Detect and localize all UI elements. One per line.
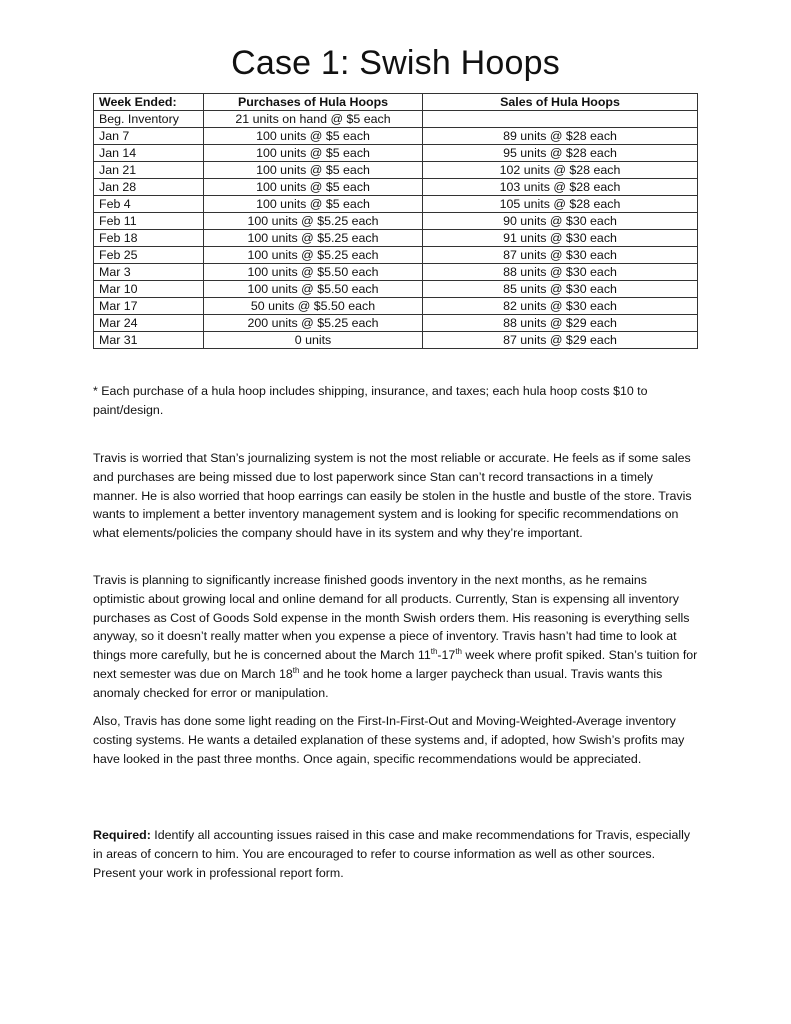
paragraph-inventory-expensing	[93, 571, 699, 703]
text-span: Travis is planning to significantly increase finished goods inventory in the next months, as he remains optimistic about growing local and online demand for all products. Currently, Stan is expensing all inventory purchases as Cost of Goods Sold expense in the month Swish orders them. His reasoning is everything sells anyway, so it doesn’t really matter when you expense a piece of inventory. Travis hasn’t had time to look at things more carefully, but he is concerned about the March 11	[93, 573, 690, 663]
inventory-table	[93, 93, 698, 349]
sales-cell: 102 units @ $28 each	[423, 162, 698, 179]
week-cell: Mar 24	[94, 315, 204, 332]
sales-cell: 85 units @ $30 each	[423, 281, 698, 298]
sales-cell: 89 units @ $28 each	[423, 128, 698, 145]
week-cell: Feb 11	[94, 213, 204, 230]
purchases-cell: 100 units @ $5 each	[204, 145, 423, 162]
sales-cell: 87 units @ $29 each	[423, 332, 698, 349]
week-cell: Mar 31	[94, 332, 204, 349]
purchases-cell: 100 units @ $5.50 each	[204, 264, 423, 281]
week-cell: Jan 21	[94, 162, 204, 179]
superscript: th	[292, 665, 300, 675]
text-span: week where profit spiked. Stan’s tuition for next semester was due on March 18	[93, 648, 698, 681]
purchases-cell: 100 units @ $5 each	[204, 196, 423, 213]
purchases-cell: 0 units	[204, 332, 423, 349]
purchases-cell: 100 units @ $5 each	[204, 179, 423, 196]
purchases-cell: 100 units @ $5.25 each	[204, 230, 423, 247]
sales-cell: 88 units @ $29 each	[423, 315, 698, 332]
header-sales: Sales of Hula Hoops	[423, 94, 698, 111]
week-cell: Mar 17	[94, 298, 204, 315]
header-week: Week Ended:	[94, 94, 204, 111]
week-cell: Mar 10	[94, 281, 204, 298]
page-title: Case 1: Swish Hoops	[231, 44, 560, 82]
week-cell: Beg. Inventory	[94, 111, 204, 128]
text-span: and he took home a larger paycheck than usual. Travis wants this anomaly checked for error or manipulation.	[93, 666, 663, 700]
table-row	[94, 111, 698, 128]
purchases-cell: 50 units @ $5.50 each	[204, 298, 423, 315]
table-row	[94, 145, 698, 162]
sales-cell	[423, 111, 698, 128]
required-label: Required:	[93, 828, 151, 842]
sales-cell: 103 units @ $28 each	[423, 179, 698, 196]
purchases-cell: 100 units @ $5 each	[204, 162, 423, 179]
table-row	[94, 332, 698, 349]
table-row	[94, 281, 698, 298]
footnote	[93, 382, 699, 420]
table-header-row	[94, 94, 698, 111]
sales-cell: 91 units @ $30 each	[423, 230, 698, 247]
paragraph-text: Travis is worried that Stan’s journalizing system is not the most reliable or accurate. He feels as if some sales and purchases are being missed due to lost paperwork since Stan can’t record transactions in a timely manner. He is also worried that hoop earrings can easily be stolen in the hustle and bustle of the store. Travis wants to implement a better inventory management system and is looking for specific recommendations on what elements/policies the company should have in its system and why they’re important.	[93, 451, 692, 541]
footnote-text: * Each purchase of a hula hoop includes shipping, insurance, and taxes; each hula hoop costs $10 to paint/design.	[93, 384, 648, 417]
paragraph-text	[93, 826, 699, 882]
week-cell: Jan 28	[94, 179, 204, 196]
table-row	[94, 179, 698, 196]
purchases-cell: 100 units @ $5.25 each	[204, 247, 423, 264]
purchases-cell: 200 units @ $5.25 each	[204, 315, 423, 332]
table-row	[94, 128, 698, 145]
week-cell: Mar 3	[94, 264, 204, 281]
purchases-cell: 100 units @ $5.25 each	[204, 213, 423, 230]
paragraph-journalizing	[93, 449, 699, 543]
table-row	[94, 162, 698, 179]
week-cell: Jan 7	[94, 128, 204, 145]
table-row	[94, 230, 698, 247]
sales-cell: 95 units @ $28 each	[423, 145, 698, 162]
sales-cell: 87 units @ $30 each	[423, 247, 698, 264]
week-cell: Feb 25	[94, 247, 204, 264]
sales-cell: 82 units @ $30 each	[423, 298, 698, 315]
table-row	[94, 196, 698, 213]
superscript: th	[430, 647, 438, 657]
purchases-cell: 100 units @ $5.50 each	[204, 281, 423, 298]
required-section	[93, 826, 699, 882]
superscript: th	[455, 647, 462, 657]
table-row	[94, 315, 698, 332]
paragraph-text: Also, Travis has done some light reading on the First-In-First-Out and Moving-Weighted-Average inventory costing systems. He wants a detailed explanation of these systems and, if adopted, how Swish’s profits may have looked in the past three months. Once again, specific recommendations would be appreciated.	[93, 714, 685, 766]
sales-cell: 90 units @ $30 each	[423, 213, 698, 230]
paragraph-costing-systems	[93, 712, 699, 768]
table-row	[94, 247, 698, 264]
sales-cell: 105 units @ $28 each	[423, 196, 698, 213]
paragraph-text	[93, 571, 699, 703]
week-cell: Feb 4	[94, 196, 204, 213]
purchases-cell: 21 units on hand @ $5 each	[204, 111, 423, 128]
required-text: Identify all accounting issues raised in this case and make recommendations for Travis, especially in areas of concern to him. You are encouraged to refer to course information as well as other sources. Present your work in professional report form.	[93, 828, 691, 880]
purchases-cell: 100 units @ $5 each	[204, 128, 423, 145]
table-row	[94, 264, 698, 281]
header-purchases: Purchases of Hula Hoops	[204, 94, 423, 111]
week-cell: Feb 18	[94, 230, 204, 247]
text-span: -17	[437, 648, 456, 663]
week-cell: Jan 14	[94, 145, 204, 162]
sales-cell: 88 units @ $30 each	[423, 264, 698, 281]
table-row	[94, 213, 698, 230]
table-row	[94, 298, 698, 315]
